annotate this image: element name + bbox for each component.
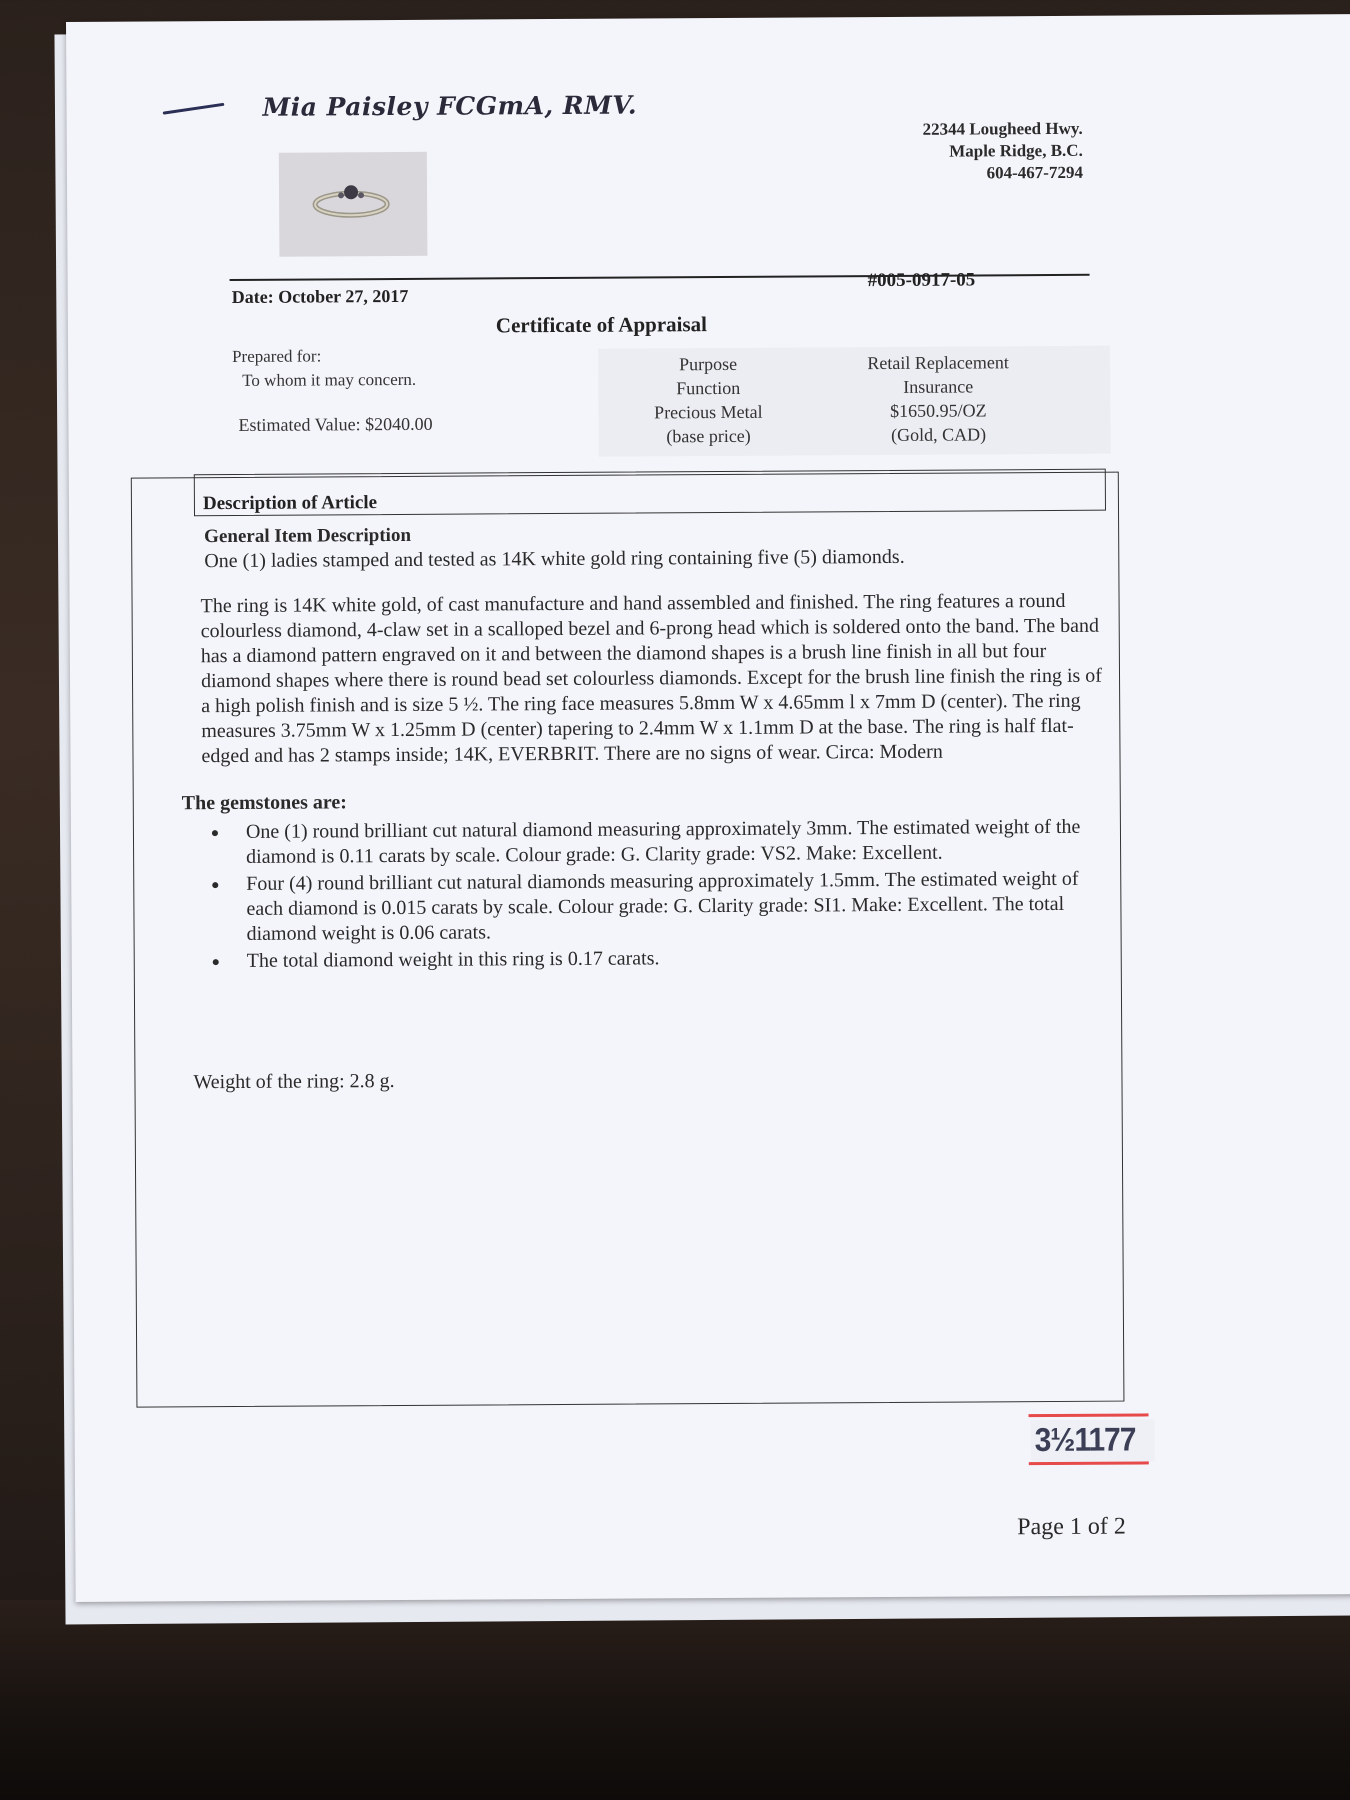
- address-phone: 604-467-7294: [986, 162, 1083, 183]
- info-label-base-price: (base price): [666, 425, 751, 447]
- ring-weight: Weight of the ring: 2.8 g.: [193, 1070, 395, 1094]
- page-number: Page 1 of 2: [1017, 1513, 1126, 1541]
- certificate-number: #005-0917-05: [867, 269, 976, 292]
- description-box: [131, 472, 1125, 1408]
- description-paragraph: The ring is 14K white gold, of cast manufacture and hand assembled and finished. The ring features a round colourless diamond, 4-claw set in a scalloped bezel and 6-prong head which is soldered onto the band. The band has a diamond pattern engraved on it and between the diamond shapes is a brush line finish in all but four diamond shapes where there is round bead set colourless diamonds. Except for the brush line finish the ring is of a high polish finish and is size 5 ½. The ring face measures 5.8mm W x 4.65mm l x 7mm D (center). The ring measures 3.75mm W x 1.25mm D (center) tapering to 2.4mm W x 1.1mm D at the base. The ring is half flat-edged and has 2 stamps inside; 14K, EVERBRIT. There are no signs of wear. Circa: Modern: [200, 589, 1102, 768]
- appraiser-name: Mia Paisley FCGmA, RMV.: [262, 90, 638, 122]
- prepared-for-value: To whom it may concern.: [242, 369, 417, 390]
- certificate-title: Certificate of Appraisal: [495, 312, 708, 338]
- appraisal-info-grid: [598, 346, 1111, 457]
- gemstones-heading: The gemstones are:: [181, 791, 347, 815]
- address-street: 22344 Lougheed Hwy.: [922, 118, 1083, 139]
- ring-photo: [279, 152, 428, 257]
- info-label-purpose: Purpose: [679, 353, 738, 375]
- pen-mark: [163, 103, 225, 115]
- tag-red-line-top: [1029, 1413, 1149, 1417]
- info-value-function: Insurance: [903, 376, 974, 397]
- description-content: [180, 519, 1113, 1096]
- certificate-date: Date: October 27, 2017: [231, 285, 409, 307]
- info-value-purpose: Retail Replacement: [867, 352, 1009, 374]
- table-surface: [0, 1600, 1350, 1800]
- tag-code: 3½1177: [1031, 1419, 1155, 1462]
- info-value-currency: (Gold, CAD): [890, 424, 987, 445]
- inventory-tag: [1024, 1407, 1160, 1488]
- general-item-heading: General Item Description: [204, 524, 412, 548]
- info-label-function: Function: [676, 377, 741, 399]
- info-label-metal: Precious Metal: [654, 401, 763, 423]
- info-labels: [618, 352, 799, 449]
- appraisal-document: [66, 14, 1350, 1602]
- gemstones-list: [182, 815, 1113, 975]
- prepared-for-label: Prepared for:: [231, 346, 322, 366]
- info-values: [808, 350, 1069, 448]
- general-item-text: One (1) ladies stamped and tested as 14K white gold ring containing five (5) diamonds.: [204, 545, 905, 573]
- info-value-metal: $1650.95/OZ: [890, 400, 987, 421]
- tag-red-line-bottom: [1029, 1461, 1149, 1465]
- address-city: Maple Ridge, B.C.: [949, 140, 1083, 161]
- description-header: Description of Article: [194, 469, 1106, 517]
- appraiser-address: [687, 118, 1083, 186]
- gemstone-item-total: • The total diamond weight in this ring is 0.17 carats.: [231, 944, 1113, 974]
- gemstone-item-center: • One (1) round brilliant cut natural diamond measuring approximately 3mm. The estimated weight of the diamond is 0.11 carats by scale. Colour grade: G. Clarity grade: VS2. Make: Excellent.: [230, 815, 1112, 870]
- estimated-value: Estimated Value: $2040.00: [238, 413, 433, 435]
- gemstone-item-side: • Four (4) round brilliant cut natural diamonds measuring approximately 1.5mm. The estimated weight of each diamond is 0.015 carats by scale. Colour grade: G. Clarity grade: SI1. Make: Excellent. The total diamond weight is 0.06 carats.: [230, 867, 1112, 947]
